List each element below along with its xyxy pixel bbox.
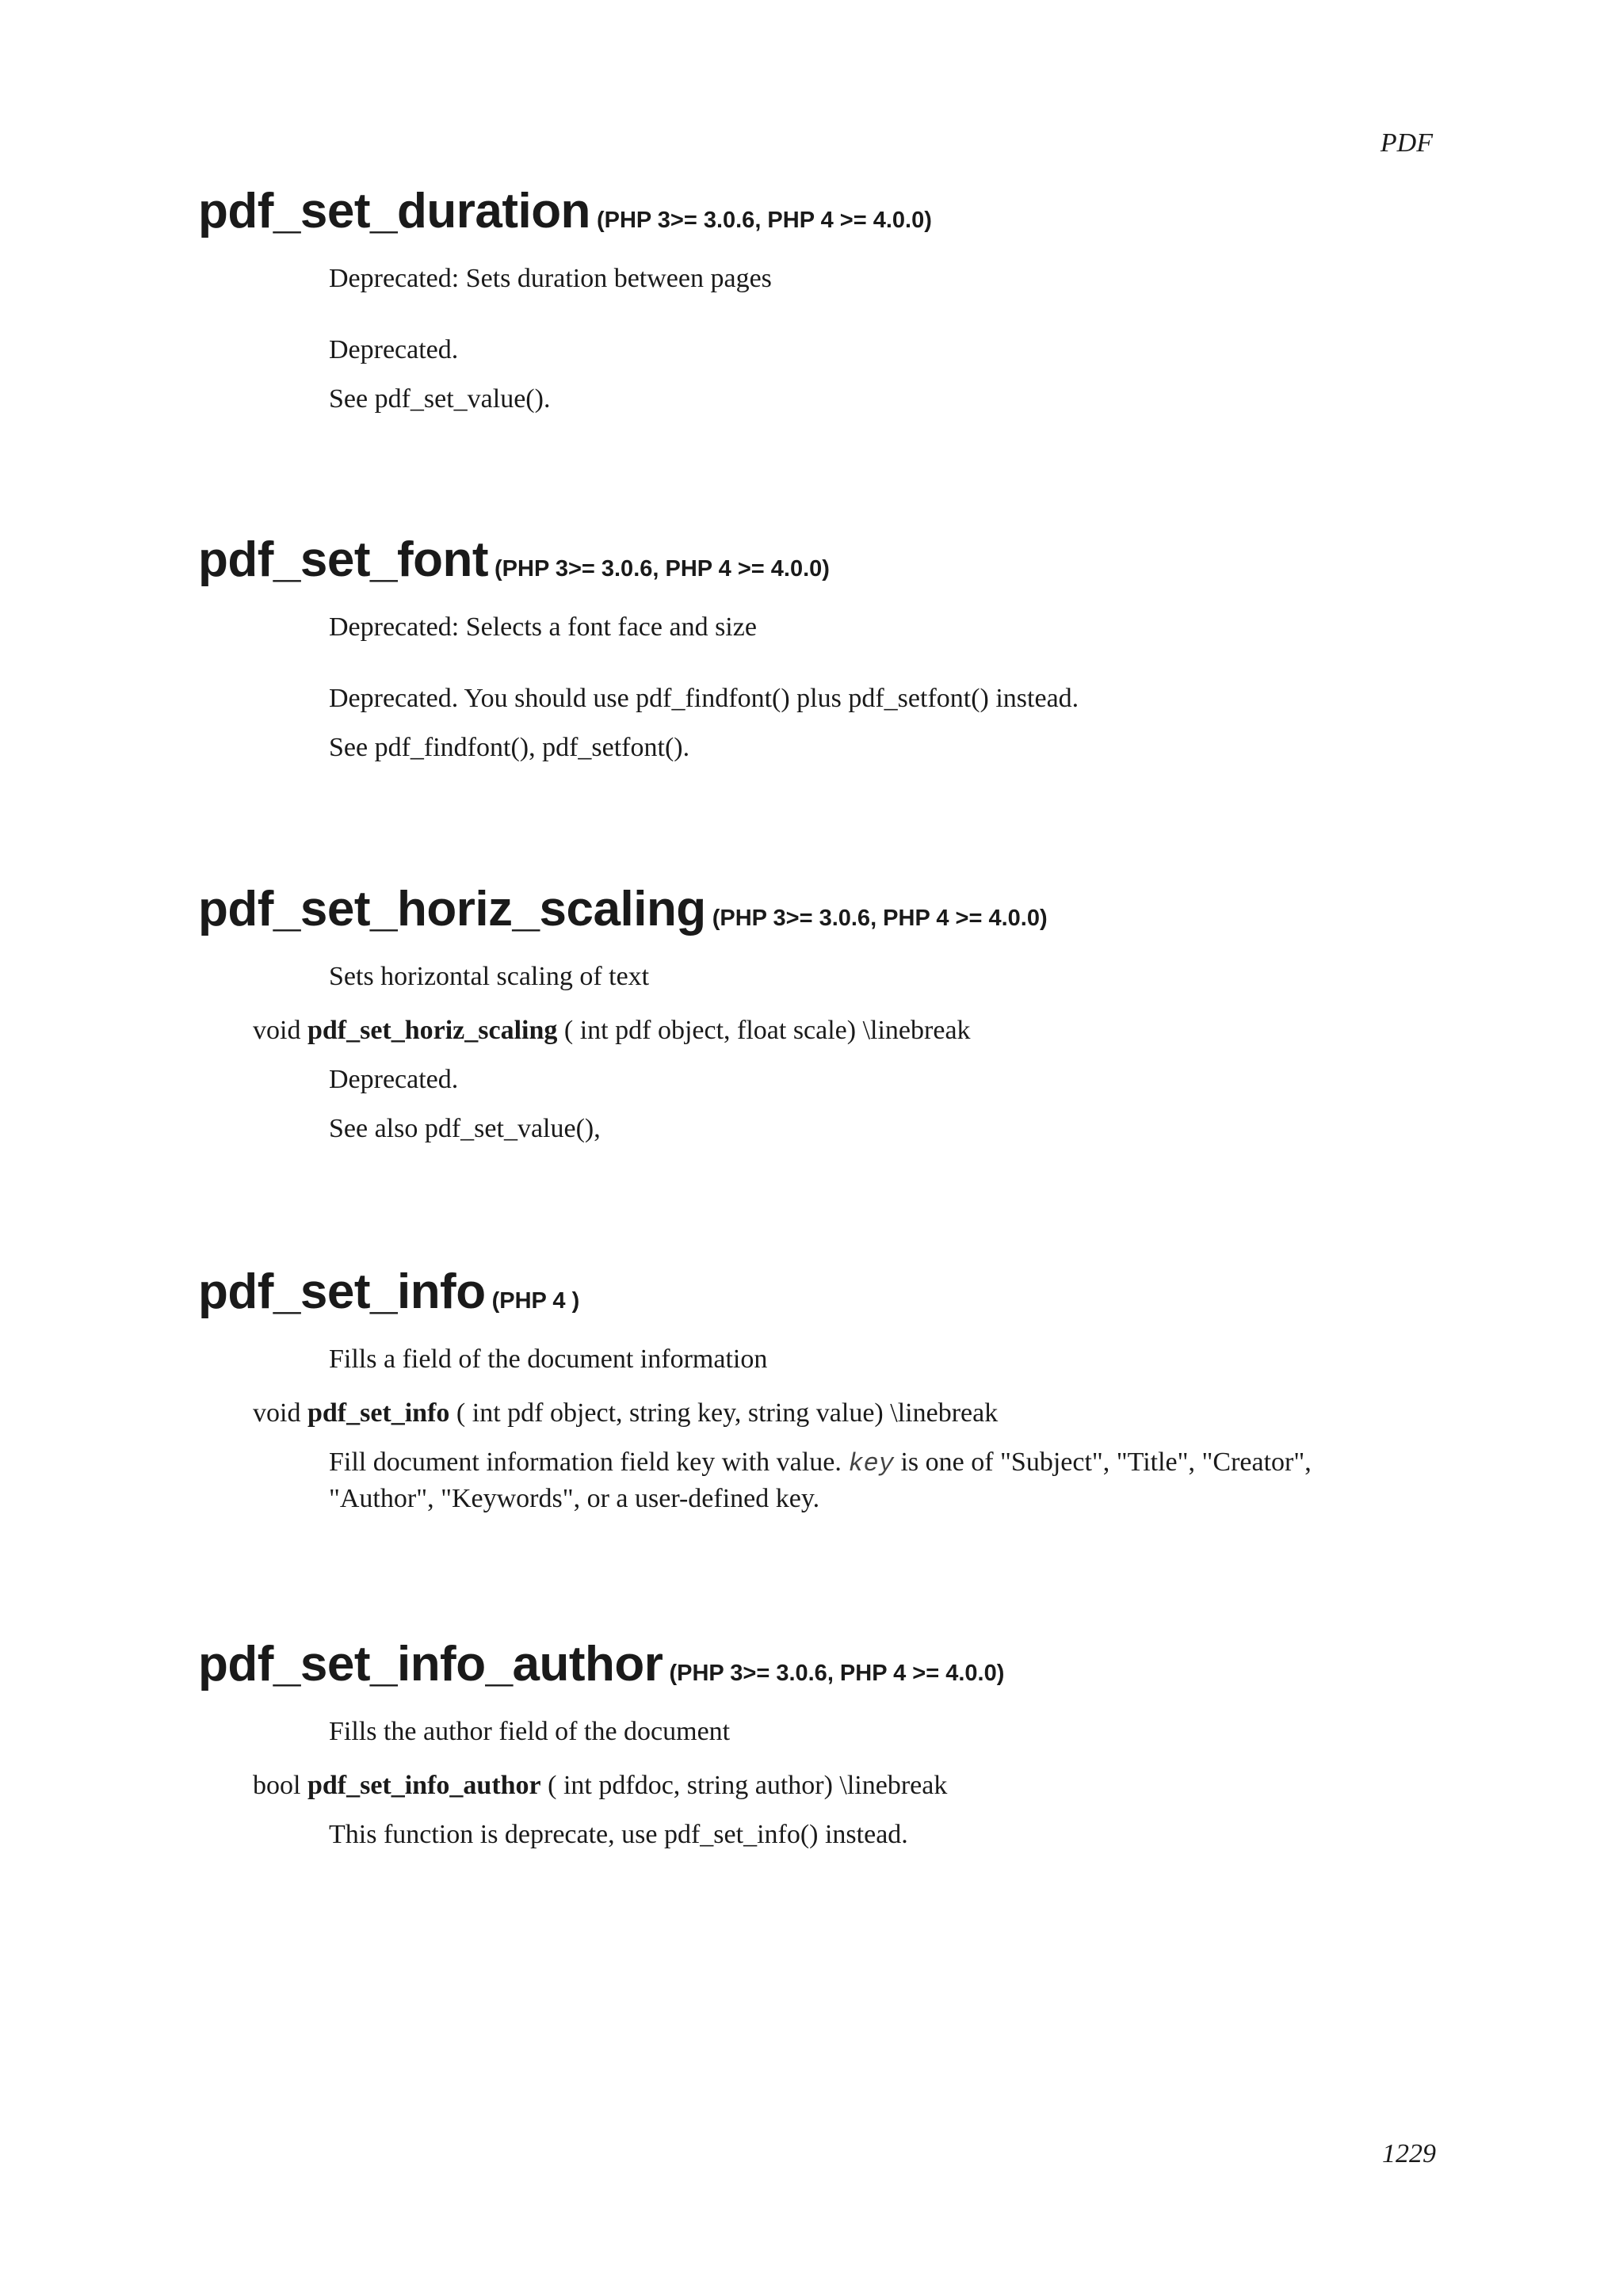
purpose-line: Fills a field of the document information bbox=[329, 1344, 768, 1374]
description-text: Fill document information field key with value. bbox=[329, 1447, 849, 1477]
function-entry bbox=[198, 184, 1433, 414]
purpose-line: Sets horizontal scaling of text bbox=[329, 962, 650, 991]
synopsis-args: ( int pdf object, string key, string value) \linebreak bbox=[449, 1398, 999, 1428]
function-name: pdf_set_info_author bbox=[198, 1637, 663, 1691]
running-header: PDF bbox=[1380, 128, 1433, 158]
function-synopsis bbox=[198, 1768, 1433, 1803]
function-entry bbox=[198, 882, 1433, 1143]
version-note: (PHP 3>= 3.0.6, PHP 4 >= 4.0.0) bbox=[495, 556, 830, 582]
description-line: Deprecated. You should use pdf_findfont() plus pdf_setfont() instead. bbox=[329, 684, 1079, 713]
function-name: pdf_set_info bbox=[198, 1264, 486, 1319]
function-name: pdf_set_horiz_scaling bbox=[198, 882, 706, 936]
function-name: pdf_set_font bbox=[198, 532, 488, 587]
purpose-line: Fills the author field of the document bbox=[329, 1717, 731, 1746]
description-paragraph bbox=[198, 1445, 1433, 1516]
return-type: void bbox=[253, 1016, 301, 1045]
function-heading bbox=[198, 1637, 1433, 1691]
function-synopsis bbox=[198, 1396, 1433, 1431]
version-note: (PHP 3>= 3.0.6, PHP 4 >= 4.0.0) bbox=[712, 906, 1048, 931]
function-synopsis bbox=[198, 1013, 1433, 1048]
description-line: Deprecated. bbox=[329, 335, 459, 364]
function-entry bbox=[198, 532, 1433, 762]
synopsis-function-name: pdf_set_info bbox=[307, 1398, 450, 1428]
see-also-line: See pdf_set_value(). bbox=[329, 384, 551, 414]
function-heading bbox=[198, 1264, 1433, 1319]
description-line: This function is deprecate, use pdf_set_info() instead. bbox=[329, 1820, 908, 1849]
synopsis-args: ( int pdfdoc, string author) \linebreak bbox=[540, 1771, 948, 1800]
purpose-line: Deprecated: Selects a font face and size bbox=[329, 612, 757, 642]
version-note: (PHP 4 ) bbox=[491, 1288, 580, 1314]
synopsis-args: ( int pdf object, float scale) \linebreak bbox=[557, 1016, 971, 1045]
function-heading bbox=[198, 184, 1433, 238]
function-entry bbox=[198, 1264, 1433, 1513]
function-heading bbox=[198, 882, 1433, 936]
function-heading bbox=[198, 532, 1433, 587]
return-type: bool bbox=[253, 1771, 301, 1800]
function-name: pdf_set_duration bbox=[198, 184, 590, 238]
parameter-name: key bbox=[848, 1449, 894, 1478]
return-type: void bbox=[253, 1398, 301, 1428]
synopsis-function-name: pdf_set_info_author bbox=[307, 1771, 541, 1800]
synopsis-function-name: pdf_set_horiz_scaling bbox=[307, 1016, 558, 1045]
page-number: 1229 bbox=[1382, 2139, 1436, 2168]
see-also-line: See pdf_findfont(), pdf_setfont(). bbox=[329, 733, 690, 762]
purpose-line: Deprecated: Sets duration between pages bbox=[329, 264, 772, 293]
version-note: (PHP 3>= 3.0.6, PHP 4 >= 4.0.0) bbox=[596, 208, 932, 233]
description-line: Deprecated. bbox=[329, 1065, 459, 1094]
version-note: (PHP 3>= 3.0.6, PHP 4 >= 4.0.0) bbox=[669, 1661, 1005, 1686]
description-text-continued: is one of "Subject", "Title", "Creator", "Author", "Keywords", or a user-defined key. bbox=[329, 1447, 1312, 1513]
function-entry bbox=[198, 1637, 1433, 1849]
see-also-line: See also pdf_set_value(), bbox=[329, 1114, 601, 1143]
